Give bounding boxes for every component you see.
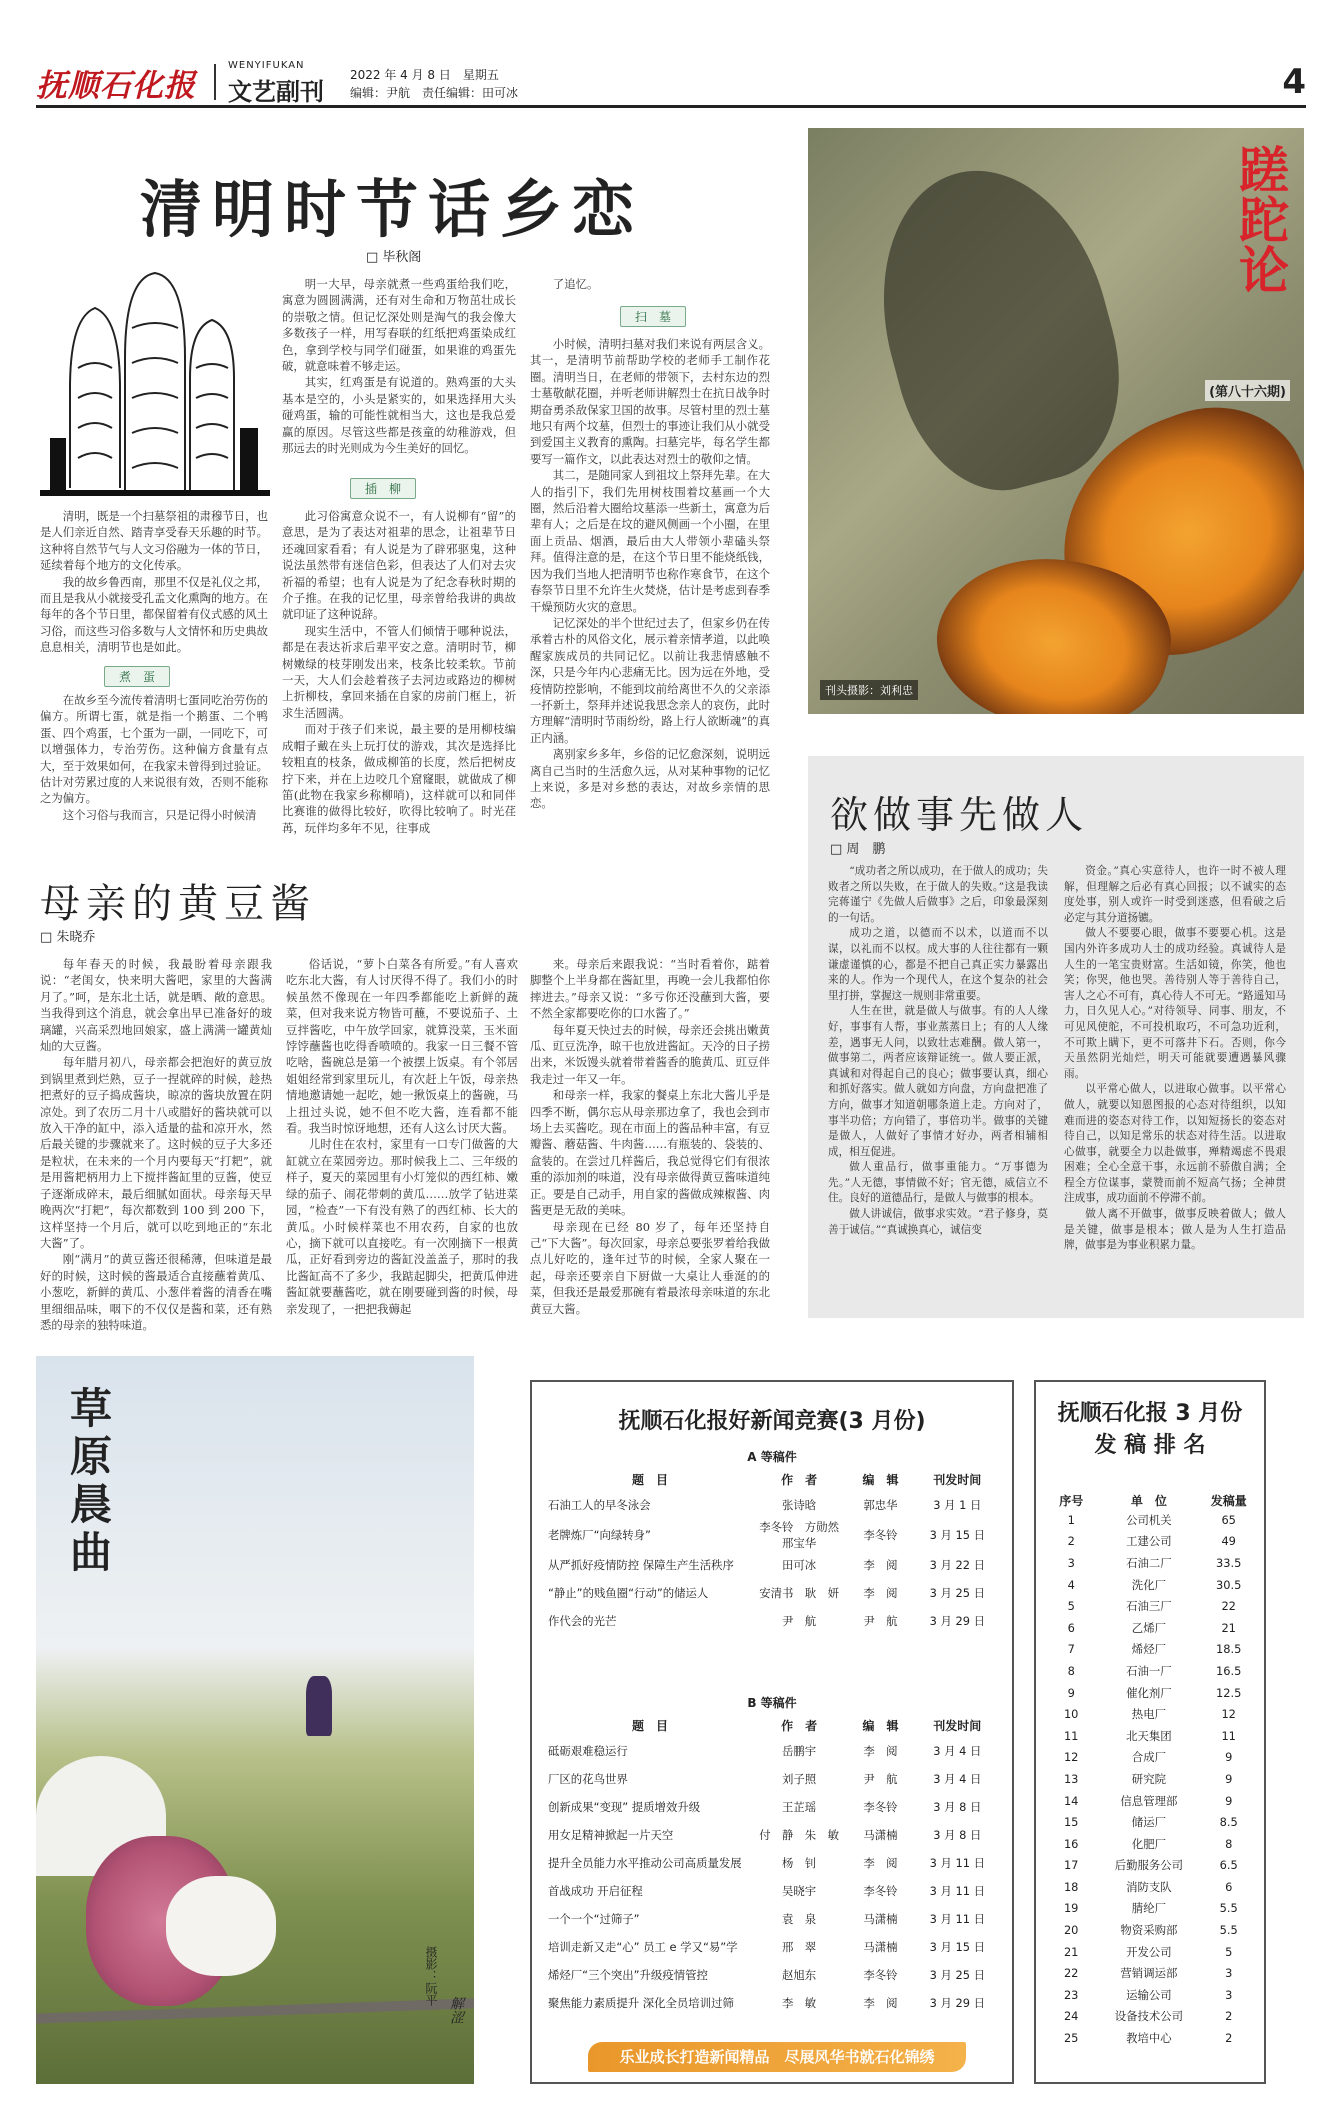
table-cell: 4 — [1067, 1577, 1075, 1592]
table-row — [1046, 1682, 1256, 1704]
table-cell: 提升全员能力水平推动公司高质量发展 — [548, 1856, 742, 1870]
table-row — [1046, 1768, 1256, 1790]
table-cell: 3 月 11 日 — [929, 1912, 985, 1926]
table-cell: 李 敏 — [782, 1996, 817, 2010]
table-row — [1046, 1574, 1256, 1596]
header-divider — [214, 64, 216, 100]
table-cell: 用女足精神掀起一片天空 — [548, 1828, 674, 1842]
table-row — [1046, 1552, 1256, 1574]
table-row — [546, 1737, 998, 1765]
table-cell: 22 — [1063, 1966, 1079, 1981]
lamb-icon — [166, 1876, 276, 1976]
table-cell: 16 — [1063, 1836, 1079, 1851]
article3-panel — [808, 756, 1304, 1318]
table-cell: 3 月 29 日 — [929, 1614, 985, 1628]
table-cell: 8.5 — [1219, 1815, 1238, 1830]
table-row — [1046, 1660, 1256, 1682]
table-cell: 3 月 8 日 — [933, 1800, 982, 1814]
table-cell: 13 — [1063, 1771, 1079, 1786]
table-cell: 3 月 4 日 — [933, 1772, 982, 1786]
table-cell: 石油三厂 — [1126, 1599, 1172, 1614]
table-cell: 49 — [1221, 1534, 1236, 1549]
table-cell: 石油二厂 — [1126, 1555, 1172, 1570]
article3-title: 欲做事先做人 — [830, 793, 1089, 837]
article1-author: □ 毕秋阁 — [366, 250, 422, 265]
table-cell: 开发公司 — [1126, 1944, 1172, 1959]
table-cell: 6.5 — [1219, 1858, 1238, 1873]
contest-slogan: 乐业成长打造新闻精品 尽展风华书就石化锦绣 — [588, 2042, 966, 2072]
col-header: 编 辑 — [862, 1719, 899, 1733]
table-cell: 研究院 — [1131, 1771, 1166, 1786]
table-cell: 3 月 15 日 — [929, 1940, 985, 1954]
table-cell: 邢 翠 — [782, 1940, 817, 1954]
table-cell: 热电厂 — [1131, 1707, 1166, 1722]
table-cell: 马潇楠 — [863, 1940, 898, 1954]
table-cell: 8 — [1067, 1663, 1075, 1678]
table-cell: 厂区的花鸟世界 — [548, 1772, 628, 1786]
table-row — [1046, 2027, 1256, 2049]
table-row — [1046, 1531, 1256, 1553]
photo2-credit: 摄影：阮平 — [424, 1946, 438, 2006]
table-cell: 5 — [1225, 1944, 1233, 1959]
table-cell: 3 月 11 日 — [929, 1856, 985, 1870]
table-cell: 烯烃厂“三个突出”升级疫情管控 — [548, 1968, 708, 1982]
table-cell: 9 — [1225, 1793, 1233, 1808]
table-cell: 工建公司 — [1126, 1534, 1172, 1549]
table-cell: 65 — [1221, 1512, 1236, 1527]
table-row — [1046, 1509, 1256, 1531]
col-header: 刊发时间 — [933, 1473, 982, 1487]
table-cell: 李 阅 — [863, 1744, 898, 1758]
section-title: 文艺副刊 — [228, 77, 324, 106]
table-cell: 李 阅 — [863, 1856, 898, 1870]
table-cell: 9 — [1067, 1685, 1075, 1700]
col-header: 题 目 — [631, 1719, 668, 1733]
table-cell: 物资采购部 — [1120, 1923, 1178, 1938]
table-cell: 3 月 4 日 — [933, 1744, 982, 1758]
table-cell: 20 — [1063, 1923, 1079, 1938]
tree-shape-icon — [125, 273, 185, 493]
table-cell: 3 月 25 日 — [929, 1968, 985, 1982]
contest-title: 抚顺石化报好新闻竞赛(3 月份) — [618, 1409, 926, 1434]
table-cell: 李冬铃 — [863, 1884, 898, 1898]
table-cell: 后勤服务公司 — [1114, 1858, 1184, 1873]
table-cell: 14 — [1063, 1793, 1079, 1808]
table-row — [1046, 1984, 1256, 2006]
table-cell: 马潇楠 — [863, 1828, 898, 1842]
fence-rail-icon — [36, 1998, 474, 2023]
table-cell: 1 — [1067, 1512, 1075, 1527]
table-cell: 8 — [1225, 1836, 1233, 1851]
table-row — [546, 1877, 998, 1905]
table-cell: 田可冰 — [782, 1558, 817, 1572]
table-cell: 刘子照 — [782, 1772, 817, 1786]
ranking-title: 抚顺石化报 3 月份 发 稿 排 名 — [1057, 1401, 1243, 1458]
contest-panel — [530, 1380, 1014, 2084]
table-cell: 石油一厂 — [1126, 1663, 1172, 1678]
table-row — [1046, 1876, 1256, 1898]
table-cell: 李冬铃 方勋然 邢宝华 — [759, 1520, 839, 1550]
table-cell: 9 — [1225, 1750, 1233, 1765]
table-cell: 张诗晗 — [782, 1498, 817, 1512]
table-cell: 25 — [1063, 2031, 1079, 2046]
table-row — [546, 1551, 998, 1579]
photo2-signature: 解涩 — [448, 1996, 464, 2024]
article1-column2: 明一大早，母亲就煮一些鸡蛋给我们吃，寓意为圆圆满满，还有对生命和万物茁壮成长的崇敬之情。但记忆深处则是淘气的我会像大多数孩子一样，用写春联的红纸把鸡蛋染成红色，拿到学校与同学们碰蛋，如果谁的鸡蛋先破，就意味着不够走运。 其实，红鸡蛋是有说道的。熟鸡蛋的大头基本是空的，小头是紧实的，如果选择用大头碰鸡蛋，输的可能性就相当大，这也是我总爱赢的原因。尽管这些都是孩童的幼稚游戏，但那远去的时光则成为今生美好的回忆。 — [282, 277, 516, 456]
col-header: 序号 — [1059, 1494, 1084, 1508]
table-cell: 李 阅 — [863, 1558, 898, 1572]
table-cell: 2 — [1225, 2009, 1233, 2024]
shadow-shape-icon — [850, 145, 1145, 511]
col-header: 发稿量 — [1210, 1494, 1247, 1508]
table-row — [1046, 1747, 1256, 1769]
table-cell: 消防支队 — [1126, 1879, 1172, 1894]
table-row — [546, 1989, 998, 2017]
table-cell: 尹 航 — [863, 1614, 898, 1628]
table-cell: 3 月 11 日 — [929, 1884, 985, 1898]
photo-title: 草原晨曲 — [64, 1386, 113, 1578]
article3-author: □ 周 鹏 — [830, 842, 886, 857]
table-cell: 营销调运部 — [1120, 1966, 1178, 1981]
article2-column2: 俗话说，“萝卜白菜各有所爱。”有人喜欢吃东北大酱，有人讨厌得不得了。我们小的时候虽然不像现在一年四季都能吃上新鲜的蔬菜，但对我来说方物皆可蘸，不要说茄子、土豆拌酱吃，中午放学回家，就算没菜，玉米面饽饽蘸酱也吃得香喷喷的。我家一日三餐不管吃啥，酱碗总是第一个被摆上饭桌。有个邻居姐姐经常到家里玩儿，有次赶上午饭，母亲热情地邀请她一起吃，她一揪饭桌上的酱碗，马上扭过头说，她不但不吃大酱，连看都不能看。我当时惊讶地想，还有人这么讨厌大酱。 儿时住在农村，家里有一口专门做酱的大缸就立在菜园旁边。那时候我上二、三年级的样子，夏天的菜园里有小灯笼似的西红柿、嫩绿的茄子、闹花带刺的黄瓜……放学了钻进菜园，“检查”一下有没有熟了的西红柿、长大的黄瓜。小时候样菜也不用农药，自家的也放心，摘下就可以直接吃。有一次刚摘下一根黄瓜，正好看到旁边的酱缸没盖盖子，那时的我比酱缸高不了多少，我踮起脚尖，把黄瓜伸进酱缸就要蘸酱吃，就在刚要碰到酱的时候，母亲发现了，一把把我薅起 — [286, 957, 518, 1316]
table-cell: 3 — [1067, 1555, 1075, 1570]
table-cell: 创新成果“变现” 提质增效升级 — [548, 1800, 701, 1814]
article3-column2: 资金。”真心实意待人，也许一时不被人理解，但理解之后必有真心回报；以不诚实的态度处事，别人或许一时受到迷惑，但看破之后必定与其分道扬镳。 做人不要要心眼，做事不要要心机。这是国内外许多成功人士的成功经验。真诚待人是人生的一笔宝贵财富。生活如镜，你笑，他也笑；你哭，他也哭。善待别人等于善待自己，害人之心不可有，真心待人不可无。“路遥知马力，日久见人心。”对待领导、同事、朋友，不可见风使舵，不可投机取巧，不可急功近利，不可欺上瞒下，更不可落井下石。否则，你今天虽然阴光灿烂，明天可能就要遭遇暴风骤雨。 以平常心做人，以进取心做事。以平常心做人，就要以知恩图报的心态对待组织，以知难而进的姿态对待工作，以知短扬长的姿态对待自己，以知足常乐的状态对待生活。以进取心做事，就要全力以赴做事，殚精竭虑不畏艰困难；全心全意干事，永远前不骄傲自满；全程全方位谋事，蒙赞而前不短高气扬；全神贯注成事，成功面前不停滞不前。 做人离不开做事，做事反映着做人；做人是关键，做事是根本；做人是为人生打造品牌，做事是为事业积累力量。 — [1064, 865, 1286, 1252]
table-cell: 作代会的光芒 — [548, 1614, 617, 1628]
table-row — [546, 1849, 998, 1877]
col-header: 编 辑 — [862, 1473, 899, 1487]
table-row — [546, 1821, 998, 1849]
issue-date: 2022 年 4 月 8 日 星期五 — [350, 68, 499, 82]
table-cell: 李冬铃 — [863, 1800, 898, 1814]
table-cell: 3 月 15 日 — [929, 1528, 985, 1542]
col-header: 作 者 — [781, 1719, 818, 1733]
article1-column3b: 小时候，清明扫墓对我们来说有两层含义。其一，是清明节前帮助学校的老师手工制作花圈。清明当日，在老师的带领下，去村东边的烈士墓敬献花圈，并听老师讲解烈士在抗日战争时期奋勇杀敌保家卫国的故事。尽管村里的烈士墓地只有两个坟墓，但烈士的事迹让我们从小就受到爱国主义教育的熏陶。扫墓完毕，每名学生都要写一篇作文，以此表达对烈士的敬仰之情。 其二，是随同家人到祖坟上祭拜先辈。在大人的指引下，我们先用树枝围着坟墓画一个大圈，然后沿着大圈给坟墓添一些新土，寓意为后辈有人；之后是在坟的避风侧画一个小圈，在里面上贡品、烟酒，最后由大人带领小辈磕头祭拜。值得注意的是，在这个节日里不能烧纸钱，因为我们当地人把清明节也称作寒食节，在这个春祭节日里不允许生火焚烧，估计是考虑到春季干燥预防火灾的意思。 记忆深处的半个世纪过去了，但家乡仍在传承着古朴的风俗文化，展示着亲情孝道，以此唤醒家族成员的共同记忆。以前让我悲情感触不深，只是今年内心悲痛无比。因为远在外地，受疫情防控影响，不能到坟前给离世不久的父亲添一抔新土，祭拜并述说我思念亲人的哀伤，此时方理解“清明时节雨纷纷，路上行人欲断魂”的真正内涵。 离别家乡多年，乡俗的记忆愈深刻，说明远离自己当时的生活愈久远，从对某种事物的记忆上来说，多是对乡愁的表达，对故乡亲情的思恋。 — [530, 337, 770, 811]
table-cell: 30.5 — [1216, 1577, 1242, 1592]
table-row — [1046, 1855, 1256, 1877]
table-row — [1046, 1941, 1256, 1963]
table-cell: 33.5 — [1216, 1555, 1242, 1570]
table-cell: 洗化厂 — [1131, 1577, 1166, 1592]
table-cell: 12.5 — [1216, 1685, 1242, 1700]
table-row — [1046, 1919, 1256, 1941]
article1-column3: 了追忆。 — [552, 277, 599, 291]
table-cell: 杨 钊 — [782, 1856, 817, 1870]
table-cell: 一个一个“过筛子” — [548, 1912, 640, 1926]
table-row — [546, 1961, 998, 1989]
table-row — [1046, 1617, 1256, 1639]
table-cell: 5.5 — [1219, 1901, 1238, 1916]
article1-column1b: 在故乡至今流传着清明七蛋同吃治劳伤的偏方。所谓七蛋，就是指一个鹅蛋、二个鸭蛋、四个鸡蛋，七个蛋为一副，一同吃下，可以增强体力，专治劳伤。这种偏方食量有点大，至于效果如何，在我家未曾得到过验证。估计对劳累过度的人来说很有效，否则不能称之为偏方。 这个习俗与我而言，只是记得小时候清 — [40, 693, 268, 822]
table-cell: 储运厂 — [1131, 1815, 1166, 1830]
table-row — [546, 1933, 998, 1961]
article2-title: 母亲的黄豆酱 — [40, 881, 316, 927]
table-cell: 3 月 8 日 — [933, 1828, 982, 1842]
table-cell: 12 — [1221, 1707, 1236, 1722]
table-row — [546, 1579, 998, 1607]
table-cell: 培训走新又走“心” 员工 e 学又“易”学 — [548, 1940, 738, 1954]
table-cell: 设备技术公司 — [1114, 2009, 1184, 2024]
table-cell: 10 — [1063, 1707, 1079, 1722]
table-cell: 3 月 1 日 — [933, 1498, 982, 1512]
grassland-photo — [36, 1356, 474, 2084]
table-row — [546, 1519, 998, 1551]
page-number: 4 — [1282, 62, 1306, 102]
series-issue: (第八十六期) — [1205, 380, 1290, 401]
table-cell: 砥砺艰难稳运行 — [548, 1744, 628, 1758]
table-row — [546, 1491, 998, 1519]
table-cell: 公司机关 — [1126, 1512, 1172, 1527]
table-row — [1046, 1703, 1256, 1725]
table-cell: 教培中心 — [1126, 2031, 1172, 2046]
table-cell: 16.5 — [1216, 1663, 1242, 1678]
table-cell: 付 静 朱 敏 — [759, 1828, 839, 1842]
table-cell: 3 月 25 日 — [929, 1586, 985, 1600]
section-pinyin: WENYIFUKAN — [228, 60, 305, 71]
table-cell: 19 — [1063, 1901, 1079, 1916]
photo-credit: 刊头摄影：刘利忠 — [820, 680, 918, 700]
table-cell: 3 月 29 日 — [929, 1996, 985, 2010]
table-cell: 12 — [1063, 1750, 1079, 1765]
table-cell: 李 阅 — [863, 1586, 898, 1600]
table-cell: 马潇楠 — [863, 1912, 898, 1926]
table-cell: 岳鹏宇 — [782, 1744, 817, 1758]
table-row — [1046, 1898, 1256, 1920]
article2-column1: 每年春天的时候，我最盼着母亲跟我说：“老闺女，快来明大酱吧，家里的大酱满月了。”呵，是东北土话，就是晒、敞的意思。当我得到这个消息，就会拿出早已准备好的玻璃罐，兴高采烈地回娘家，盛上满满一罐黄灿灿的大豆酱。 每年腊月初八，母亲都会把泡好的黄豆放到锅里煮到烂熟，豆子一捏就碎的时候，趁热把煮好的豆子捣成酱块，晾凉的酱块放置在阴凉处。到了农历二月十八或腊好的酱块就可以放入干净的缸中，添入适量的盐和凉开水，然后最关键的步骤就来了。这时候的豆子大多还是粒状，在未来的一个月内要每天“打耙”，就是用酱耙柄用力上下搅拌酱缸里的豆酱，使豆子逐渐成碎末，最后细腻如面状。母亲每天早晚两次“打耙”，每次都数到 100 到 200 下，这样坚持一个月后，就可以吃到地正的“东北大酱”了。 刚“满月”的黄豆酱还很稀薄，但味道是最好的时候，这时候的酱最适合直接蘸着黄瓜、小葱吃，新鲜的黄瓜、小葱伴着酱的清香在嘴里细细品味，咽下的不仅仅是酱和菜，还有熟悉的母亲的独特味道。 — [40, 957, 272, 1332]
rider-icon — [306, 1676, 332, 1736]
subheading-sweep-tombs: 扫 墓 — [620, 306, 686, 327]
newspaper-logo: 抚顺石化报 — [36, 68, 196, 104]
trees-illustration-icon — [40, 268, 270, 498]
section-b-label: B 等稿件 — [747, 1696, 797, 1710]
table-row — [546, 1607, 998, 1635]
ranking-table — [1046, 1492, 1256, 2049]
table-cell: 聚焦能力素质提升 深化全员培训过筛 — [548, 1996, 734, 2010]
ranking-panel — [1034, 1380, 1266, 2084]
section-a-label: A 等稿件 — [747, 1450, 797, 1464]
table-cell: 袁 泉 — [782, 1912, 817, 1926]
table-cell: “静止”的贱鱼圈“行动”的储运人 — [548, 1586, 709, 1600]
table-cell: 运输公司 — [1126, 1987, 1172, 2002]
table-cell: 腈纶厂 — [1131, 1901, 1166, 1916]
col-header: 作 者 — [781, 1473, 818, 1487]
article2-author: □ 朱晓乔 — [40, 930, 96, 945]
table-cell: 7 — [1067, 1642, 1075, 1657]
table-cell: 5.5 — [1219, 1923, 1238, 1938]
table-cell: 李冬铃 — [863, 1528, 898, 1542]
table-cell: 21 — [1221, 1620, 1236, 1635]
table-row — [1046, 1962, 1256, 1984]
col-header: 单 位 — [1130, 1494, 1167, 1508]
tree-shape-icon — [70, 308, 120, 488]
table-cell: 9 — [1225, 1771, 1233, 1786]
table-cell: 石油工人的早冬泳会 — [548, 1498, 651, 1512]
table-cell: 北天集团 — [1126, 1728, 1172, 1743]
table-row — [546, 1905, 998, 1933]
article2-column3: 来。母亲后来跟我说：“当时看着你，踮着脚整个上半身都在酱缸里，再晚一会儿我都怕你摔进去。”母亲又说：“多亏你还没蘸到大酱，要不然全家都要吃你的口水酱了。” 每年夏天快过去的时候，母亲还会挑出嫩黄瓜、豇豆洗净，晾干也放进酱缸。天冷的日子捞出来，米饭馒头就着带着酱香的脆黄瓜、豇豆伴我走过一年又一年。 和母亲一样，我家的餐桌上东北大酱儿乎是四季不断，偶尔忘从母亲那边拿了，我也会到市场上去买酱吃。现在市面上的酱品种丰富，有豆瓣酱、蘑菇酱、牛肉酱……有瓶装的、袋装的、盒装的。在尝过几样酱后，我总觉得它们有很浓重的添加剂的味道，没有母亲做得黄豆酱味道纯正。要是自己动手，用自家的酱做成辣椒酱、肉酱更是无敌的美味。 母亲现在已经 80 岁了，每年还坚持自己“下大酱”。每次回家，母亲总要张罗着给我做点儿好吃的，逢年过节的时候，全家人聚在一起，母亲还要亲自下厨做一大桌让人垂涎的的菜，但我还是最爱那碗有着最浓母亲味道的东北黄豆大酱。 — [530, 957, 770, 1316]
table-cell: 李冬铃 — [863, 1968, 898, 1982]
table-cell: 6 — [1067, 1620, 1075, 1635]
contest-table-b — [546, 1714, 998, 2017]
table-row — [1046, 1639, 1256, 1661]
table-cell: 18.5 — [1216, 1642, 1242, 1657]
contest-table-a — [546, 1468, 998, 1635]
table-row — [546, 1793, 998, 1821]
table-cell: 信息管理部 — [1120, 1793, 1178, 1808]
table-cell: 催化剂厂 — [1126, 1685, 1172, 1700]
table-cell: 17 — [1063, 1858, 1079, 1873]
table-cell: 从严抓好疫情防控 保障生产生活秩序 — [548, 1558, 734, 1572]
table-cell: 赵旭东 — [782, 1968, 817, 1982]
col-header: 刊发时间 — [933, 1719, 982, 1733]
table-cell: 24 — [1063, 2009, 1079, 2024]
table-row — [1046, 1790, 1256, 1812]
table-row — [1046, 1725, 1256, 1747]
table-cell: 2 — [1067, 1534, 1075, 1549]
subheading-boil-eggs: 煮 蛋 — [104, 666, 170, 687]
table-cell: 化肥厂 — [1131, 1836, 1166, 1851]
table-cell: 尹 航 — [863, 1772, 898, 1786]
table-cell: 6 — [1225, 1879, 1233, 1894]
table-row — [1046, 2006, 1256, 2028]
table-row — [1046, 1595, 1256, 1617]
table-cell: 烯烃厂 — [1131, 1642, 1166, 1657]
article1-title: 清明时节话乡恋 — [140, 173, 645, 246]
table-row — [1046, 1811, 1256, 1833]
table-cell: 王芷瑶 — [782, 1800, 817, 1814]
table-row — [1046, 1833, 1256, 1855]
table-cell: 合成厂 — [1131, 1750, 1166, 1765]
subheading-willow: 插 柳 — [350, 478, 416, 499]
table-cell: 3 — [1225, 1987, 1233, 2002]
table-cell: 安清书 耿 妍 — [759, 1586, 839, 1600]
table-cell: 乙烯厂 — [1131, 1620, 1166, 1635]
table-cell: 11 — [1063, 1728, 1079, 1743]
table-cell: 11 — [1221, 1728, 1236, 1743]
table-row — [546, 1765, 998, 1793]
page-header — [36, 60, 1306, 108]
table-cell: 2 — [1225, 2031, 1233, 2046]
table-cell: 23 — [1063, 1987, 1079, 2002]
editor-credit: 编辑：尹航 责任编辑：田可冰 — [350, 86, 519, 100]
table-cell: 21 — [1063, 1944, 1079, 1959]
table-cell: 15 — [1063, 1815, 1079, 1830]
table-cell: 3 月 22 日 — [929, 1558, 985, 1572]
col-header: 题 目 — [631, 1473, 668, 1487]
table-cell: 3 — [1225, 1966, 1233, 1981]
table-cell: 吴晓宇 — [782, 1884, 817, 1898]
article3-column1: “成功者之所以成功，在于做人的成功；失败者之所以失败，在于做人的失败。”这是我读完蒋谨宁《先做人后做事》之后，印象最深刻的一句话。 成功之道，以德而不以术，以道而不以谋，以礼而不以权。成大事的人往往都有一颗谦虚谨慎的心，都是不把自己真正实力暴露出来的人。作为一个现代人，在这个复杂的社会里打拼，掌握这一规则非常重要。 人生在世，就是做人与做事。有的人人缘好，事事有人帮，事业蒸蒸日上；有的人人缘差，遇事无人问，以致壮志难酬。做人第一，做事第二，两者应该辩证统一。做人要正派，真诚和对得起自己的良心；做事要认真，细心和抓好落实。做人就如方向盘，方向盘把准了方向，做事才知道朝哪条道上走。方向对了，事半功倍；方向错了，事倍功半。做事的关键是做人，人做好了事情才好办，两者相辅相成，相互促进。 做人重品行，做事重能力。“万事德为先。”人无德，事情做不好；官无德，威信立不住。良好的道德品行，是做人与做事的根本。 做人讲诚信，做事求实效。“君子修身，莫善于诚信。”“真诚换真心，诚信变 — [828, 865, 1048, 1236]
table-cell: 尹 航 — [782, 1614, 817, 1628]
article1-column2b: 此习俗寓意众说不一，有人说柳有“留”的意思，是为了表达对祖辈的思念，让祖辈节日还魂回家看看；有人说是为了辟邪驱鬼，这种说法虽然带有迷信色彩，但表达了人们对去灾祈福的希望；也有人说是为了纪念春秋时期的介子推。在我的记忆里，母亲曾给我讲的典故就印证了这种说辞。 现实生活中，不管人们倾情于哪种说法，都是在表达祈求后辈平安之意。清明时节，柳树嫩绿的枝芽刚发出来，枝条比较柔软。节前一天，大人们会趁着孩子去河边或路边的柳树上折柳枝，拿回来插在自家的房前门框上，祈求生活圆满。 而对于孩子们来说，最主要的是用柳枝编成帽子戴在头上玩打仗的游戏，其次是选择比较粗直的枝条，做成柳笛的长度，然后把树皮拧下来，并在上边咬几个窟窿眼，就做成了柳笛(此物在我家乡称柳哨)，这样就可以和同伴比赛谁的做得比较好，吹得比较响了。时光荏苒，玩伴均多年不见，往事成 — [282, 509, 516, 835]
table-cell: 郭忠华 — [863, 1498, 898, 1512]
tree-shape-icon — [190, 320, 234, 490]
table-cell: 李 阅 — [863, 1996, 898, 2010]
table-cell: 5 — [1067, 1599, 1075, 1614]
table-cell: 18 — [1063, 1879, 1079, 1894]
table-cell: 老牌炼厂“向绿转身” — [548, 1528, 651, 1542]
article1-column1: 清明，既是一个扫墓祭祖的肃穆节日，也是人们亲近自然、踏青享受春天乐趣的时节。这种将自然节气与人文习俗融为一体的节日，延续着每个地方的文化传承。 我的故乡鲁西南，那里不仅是礼仪之邦，而且是我从小就接受孔孟文化熏陶的地方。在每年的各个节日里，都保留着有仪式感的风土习俗，而这些习俗多数与人文情怀和历史典故息息相关，清明节也是如此。 — [40, 509, 268, 655]
table-cell: 首战成功 开启征程 — [548, 1884, 643, 1898]
butterfly-photo — [808, 128, 1304, 714]
series-title: 蹉跎论 — [1231, 144, 1290, 294]
table-cell: 22 — [1221, 1599, 1236, 1614]
